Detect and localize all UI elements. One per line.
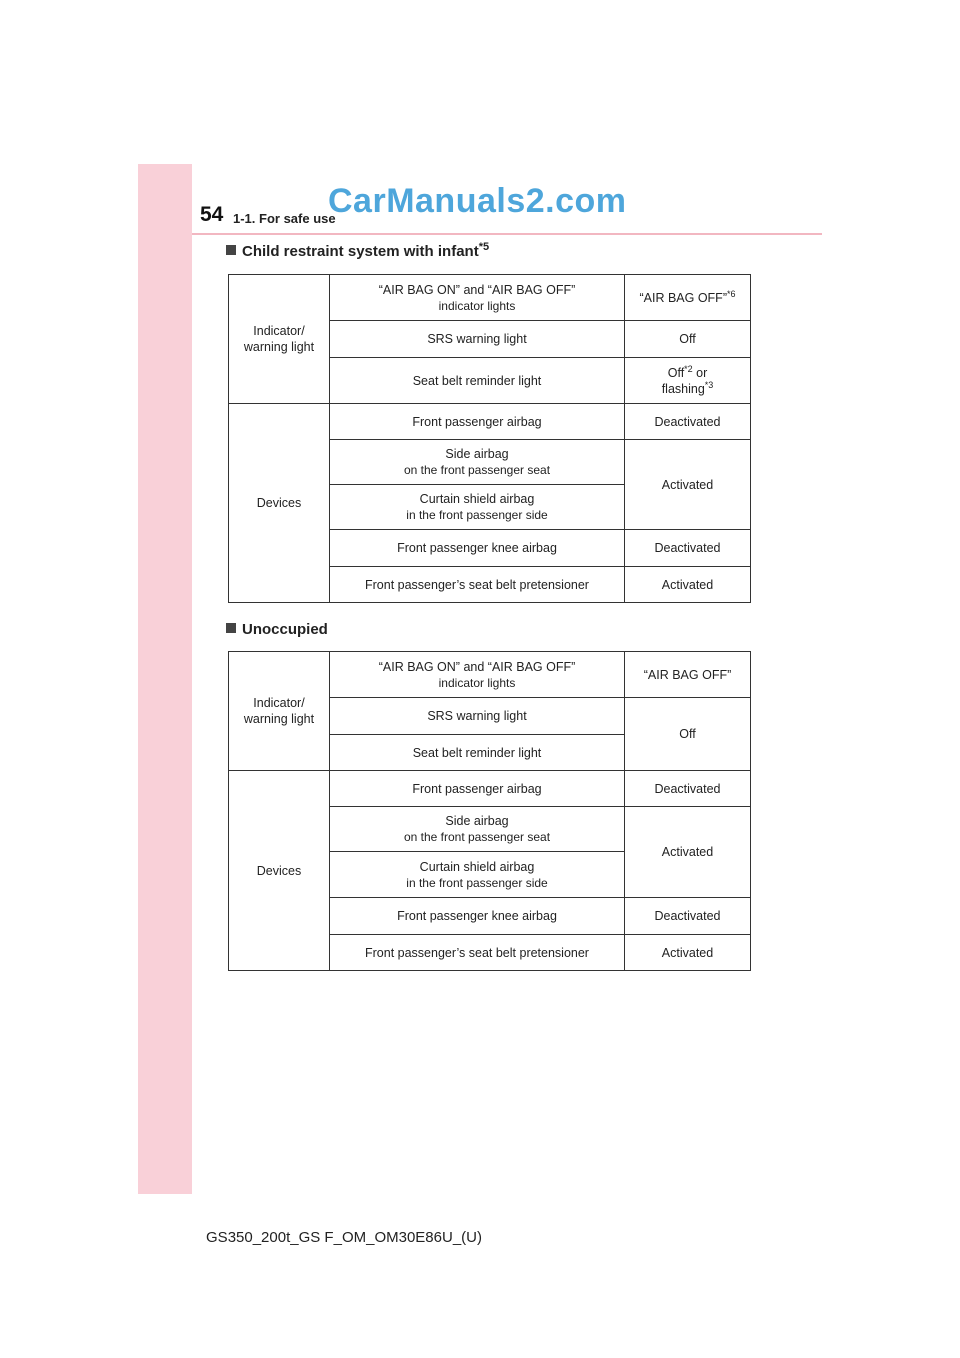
side-airbag-label: Side airbag on the front passenger seat xyxy=(330,440,625,485)
square-bullet-icon xyxy=(226,623,236,633)
indicator-group-label: Indicator/ warning light xyxy=(229,275,330,404)
column-header-right: “AIR BAG OFF”$^{*6}$ xyxy=(625,275,751,321)
side-curtain-value: Activated xyxy=(625,440,751,530)
devices-group-label: Devices xyxy=(229,771,330,971)
pretensioner-value: Activated xyxy=(625,567,751,603)
square-bullet-icon xyxy=(226,245,236,255)
knee-airbag-value: Deactivated xyxy=(625,898,751,935)
front-passenger-airbag-label: Front passenger airbag xyxy=(330,404,625,440)
section-heading-infant: Child restraint system with infant$^{*5}$ xyxy=(226,243,489,260)
watermark-logo: CarManuals2.com xyxy=(328,182,627,220)
indicator-group-label: Indicator/ warning light xyxy=(229,652,330,771)
front-passenger-airbag-value: Deactivated xyxy=(625,771,751,807)
curtain-shield-airbag-label: Curtain shield airbag in the front passenger side xyxy=(330,852,625,898)
infant-table xyxy=(228,274,751,603)
side-curtain-value: Activated xyxy=(625,807,751,898)
column-header-right: “AIR BAG OFF” xyxy=(625,652,751,698)
devices-group-label: Devices xyxy=(229,404,330,603)
front-passenger-airbag-label: Front passenger airbag xyxy=(330,771,625,807)
pretensioner-value: Activated xyxy=(625,935,751,971)
seat-belt-reminder-label: Seat belt reminder light xyxy=(330,358,625,404)
front-passenger-airbag-value: Deactivated xyxy=(625,404,751,440)
knee-airbag-label: Front passenger knee airbag xyxy=(330,898,625,935)
pretensioner-label: Front passenger’s seat belt pretensioner xyxy=(330,935,625,971)
curtain-shield-airbag-label: Curtain shield airbag in the front passenger side xyxy=(330,485,625,530)
srs-warning-light-label: SRS warning light xyxy=(330,321,625,358)
srs-seatbelt-value: Off xyxy=(625,698,751,771)
seat-belt-reminder-label: Seat belt reminder light xyxy=(330,735,625,771)
unoccupied-table xyxy=(228,651,751,971)
srs-warning-light-label: SRS warning light xyxy=(330,698,625,735)
pretensioner-label: Front passenger’s seat belt pretensioner xyxy=(330,567,625,603)
side-airbag-label: Side airbag on the front passenger seat xyxy=(330,807,625,852)
knee-airbag-value: Deactivated xyxy=(625,530,751,567)
header-rule xyxy=(192,233,822,235)
seat-belt-reminder-value: Off$^{*2}$ or flashing$^{*3}$ xyxy=(625,358,751,404)
column-header-left: “AIR BAG ON” and “AIR BAG OFF” indicator lights xyxy=(330,275,625,321)
footer-doc-code: GS350_200t_GS F_OM_OM30E86U_(U) xyxy=(206,1229,482,1246)
section-label: 1-1. For safe use xyxy=(233,211,336,226)
column-header-left: “AIR BAG ON” and “AIR BAG OFF” indicator lights xyxy=(330,652,625,698)
knee-airbag-label: Front passenger knee airbag xyxy=(330,530,625,567)
page-number: 54 xyxy=(200,203,224,226)
page-sidebar-tab xyxy=(138,164,192,1194)
section-heading-unoccupied: Unoccupied xyxy=(226,621,328,638)
srs-warning-light-value: Off xyxy=(625,321,751,358)
